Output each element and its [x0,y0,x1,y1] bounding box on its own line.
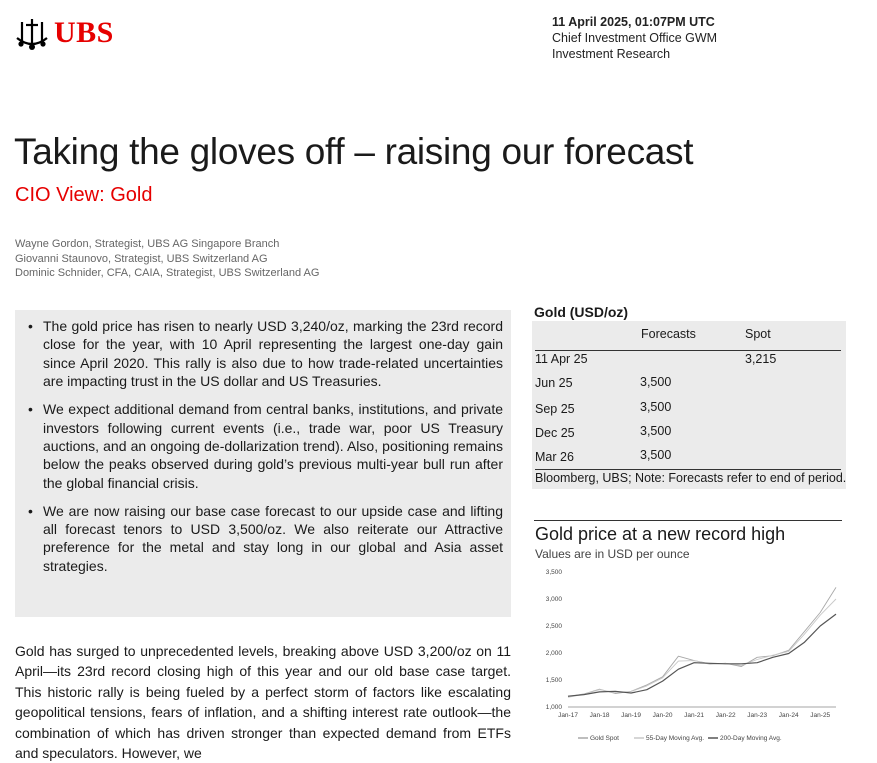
x-tick-label: Jan-18 [589,712,610,719]
y-tick-label: 3,000 [545,596,562,603]
table-cell-period: Sep 25 [535,402,575,416]
table-cell-forecast: 3,500 [640,424,672,438]
key-points-list [15,310,511,575]
body-paragraph: Gold has surged to unprecedented levels, breaking above USD 3,200/oz on 11 April—its 23rd record closing high of this year and our old base case target. This historic rally is being fueled by a perfect storm of factors like escalating geopolitical tensions, fears of inflation, and a shifting interest rate outlook—the combination of which has driven stronger than expected demand from ETFs and speculators. However, we [15,643,511,762]
y-tick-label: 2,500 [545,623,562,630]
y-tick-label: 2,000 [545,650,562,657]
table-footer-rule [535,469,841,470]
x-tick-label: Jan-22 [715,712,736,719]
forecasts-column-header: Forecasts [641,327,696,341]
key-point: • The gold price has risen to nearly USD 3,240/oz, marking the 23rd record close for the year, with 10 April representing the largest one-day gain since April 2020. This rally is also due to how trade-related uncertainties are impacting trust in the US dollar and US Treasuries. [43,317,503,391]
table-cell-forecast: 3,500 [640,400,672,414]
chart-subtitle: Values are in USD per ounce [535,547,690,561]
x-tick-label: Jan-17 [558,712,578,719]
office-name: Chief Investment Office GWM [552,31,718,45]
chart-top-rule [534,520,842,521]
legend-label: 55-Day Moving Avg. [646,735,705,742]
x-tick-label: Jan-19 [621,712,641,719]
key-point: • We are now raising our base case forecast to our upside case and lifting all forecast tenors to USD 3,500/oz. We also reiterate our Attractive preference for the metal and stay long in our global and Asia asset strategies. [43,502,503,576]
document-meta [552,14,717,62]
key-point: • We expect additional demand from central banks, institutions, and private investors following current events (i.e., trade war, poor US Treasury auctions, and an ongoing de-dollarization trend). Also, positioning remains below the peaks observed during gold’s previous multi-year bull run after the global financial crisis. [43,400,503,492]
table-cell-forecast: 3,500 [640,448,672,462]
forecast-table [532,321,846,489]
gold-price-chart [520,560,850,752]
x-tick-label: Jan-24 [778,712,799,719]
legend-label: Gold Spot [590,735,619,742]
table-header-rule [535,350,841,351]
chart-title: Gold price at a new record high [535,524,786,544]
y-tick-label: 1,000 [545,704,562,711]
department-name: Investment Research [552,47,671,61]
x-tick-label: Jan-25 [810,712,831,719]
table-cell-spot: 3,215 [745,352,777,366]
brand-name: UBS [54,16,114,49]
author-line: Dominic Schnider, CFA, CAIA, Strategist, UBS Switzerland AG [15,267,320,280]
ubs-logo [14,12,124,52]
y-tick-label: 1,500 [545,677,562,684]
key-points-box [15,310,511,617]
table-footnote: Bloomberg, UBS; Note: Forecasts refer to end of period. [535,471,847,485]
table-cell-period: Mar 26 [535,450,574,464]
author-line: Wayne Gordon, Strategist, UBS AG Singapore Branch [15,238,280,250]
author-line: Giovanni Staunovo, Strategist, UBS Switzerland AG [15,252,268,265]
series-line-200-day-moving-avg [568,614,836,696]
spot-column-header: Spot [745,327,771,341]
page-subtitle: CIO View: Gold [15,184,153,206]
table-cell-period: 11 Apr 25 [535,352,588,366]
legend-label: 200-Day Moving Avg. [720,735,782,742]
series-line-gold-spot [568,587,836,696]
page-title: Taking the gloves off – raising our forecast [14,131,694,172]
forecast-table-title: Gold (USD/oz) [534,304,629,320]
x-tick-label: Jan-21 [684,712,705,719]
ubs-keys-icon [14,16,50,52]
table-cell-period: Jun 25 [535,376,573,390]
author-list [15,237,319,281]
y-tick-label: 3,500 [545,569,562,576]
publish-datetime: 11 April 2025, 01:07PM UTC [552,15,715,29]
table-cell-forecast: 3,500 [640,375,672,389]
table-cell-period: Dec 25 [535,426,575,440]
x-tick-label: Jan-20 [652,712,673,719]
x-tick-label: Jan-23 [747,712,768,719]
